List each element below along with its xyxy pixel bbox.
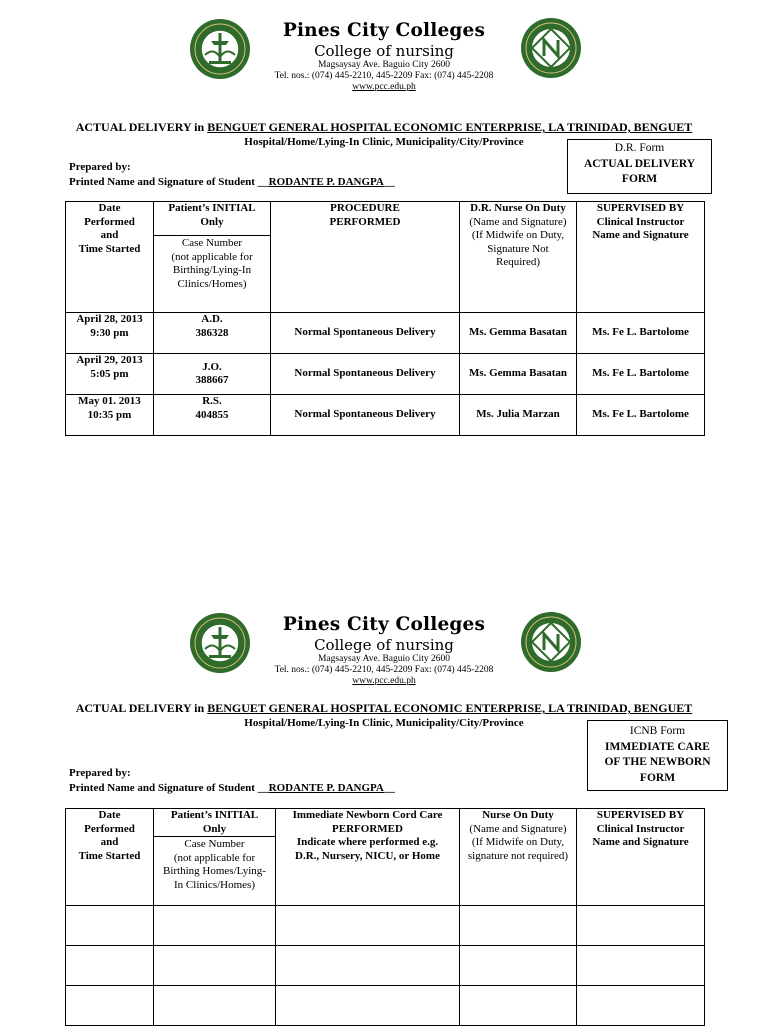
delivery-location-line: ACTUAL DELIVERY in BENGUET GENERAL HOSPITAL ECONOMIC ENTERPRISE, LA TRINIDAD, BENGUET (75, 701, 693, 715)
student-name-line: Printed Name and Signature of Student __RODANTE P. DANGPA__ (69, 782, 395, 794)
col-nurse-header: D.R. Nurse On Duty (Name and Signature) (If Midwife on Duty, Signature Not Required) (460, 202, 577, 313)
table-header-row (66, 202, 705, 313)
table-row: April 28, 2013 9:30 pm A.D. 386328 Normal Spontaneous Delivery Ms. Gemma Basatan Ms. Fe L. Bartolome (66, 313, 705, 354)
empty-cell[interactable] (460, 906, 577, 946)
student-name: RODANTE P. DANGPA (268, 782, 384, 794)
empty-cell[interactable] (276, 946, 460, 986)
col-nurse-header: Nurse On Duty (Name and Signature) (If Midwife on Duty, signature not required) (460, 809, 577, 906)
hospital-name: BENGUET GENERAL HOSPITAL ECONOMIC ENTERPRISE, LA TRINIDAD, BENGUET (207, 120, 693, 134)
school-telephone: Tel. nos.: (074) 445-2210, 445-2209 Fax: (074) 445-2208 (274, 665, 494, 675)
empty-cell[interactable] (460, 946, 577, 986)
empty-cell[interactable] (66, 986, 154, 1026)
empty-cell[interactable] (577, 986, 705, 1026)
college-name: College of nursing (314, 42, 454, 60)
col-procedure-header: PROCEDURE PERFORMED (271, 202, 460, 313)
col-patient-header: Patient’s INITIAL Only Case Number (not applicable for Birthing Homes/Lying- In Clinics/Homes) (154, 809, 276, 906)
empty-cell[interactable] (577, 906, 705, 946)
college-name: College of nursing (314, 636, 454, 654)
school-name: Pines City Colleges (282, 614, 486, 635)
table-row (66, 906, 705, 946)
table-row: May 01. 2013 10:35 pm R.S. 404855 Normal Spontaneous Delivery Ms. Julia Marzan Ms. Fe L. Bartolome (66, 395, 705, 436)
school-website[interactable]: www.pcc.edu.ph (352, 82, 416, 92)
table-row (66, 946, 705, 986)
table-row (66, 986, 705, 1026)
empty-cell[interactable] (460, 986, 577, 1026)
col-supervised-header: SUPERVISED BY Clinical Instructor Name and Signature (577, 202, 705, 313)
empty-cell[interactable] (154, 906, 276, 946)
student-name: RODANTE P. DANGPA (268, 176, 384, 188)
prepared-by-label: Prepared by: (69, 767, 131, 779)
school-website[interactable]: www.pcc.edu.ph (352, 676, 416, 686)
case-number-header: Case Number (not applicable for Birthing/Lying-In Clinics/Homes) (154, 235, 270, 291)
col-date-header: Date Performed and Time Started (66, 202, 154, 313)
newborn-care-table (65, 808, 705, 1026)
school-address: Magsaysay Ave. Baguio City 2600 (317, 654, 451, 664)
empty-cell[interactable] (66, 946, 154, 986)
empty-cell[interactable] (66, 906, 154, 946)
table-header-row (66, 809, 705, 906)
prepared-by-label: Prepared by: (69, 161, 131, 173)
delivery-location-line: ACTUAL DELIVERY in BENGUET GENERAL HOSPITAL ECONOMIC ENTERPRISE, LA TRINIDAD, BENGUET (75, 120, 693, 134)
school-telephone: Tel. nos.: (074) 445-2210, 445-2209 Fax: (074) 445-2208 (274, 71, 494, 81)
case-number-header: Case Number (not applicable for Birthing Homes/Lying- In Clinics/Homes) (154, 836, 275, 892)
col-date-header: Date Performed and Time Started (66, 809, 154, 906)
hospital-caption: Hospital/Home/Lying-In Clinic, Municipality/City/Province (244, 136, 524, 148)
form-type-box: D.R. Form ACTUAL DELIVERY FORM (567, 139, 712, 194)
school-name: Pines City Colleges (282, 20, 486, 41)
empty-cell[interactable] (154, 946, 276, 986)
empty-cell[interactable] (276, 986, 460, 1026)
delivery-table (65, 201, 705, 436)
student-name-line: Printed Name and Signature of Student __RODANTE P. DANGPA__ (69, 176, 395, 188)
hospital-name: BENGUET GENERAL HOSPITAL ECONOMIC ENTERPRISE, LA TRINIDAD, BENGUET (207, 701, 693, 715)
form-type-box: ICNB Form IMMEDIATE CARE OF THE NEWBORN FORM (587, 720, 728, 791)
col-care-header: Immediate Newborn Cord Care PERFORMED Indicate where performed e.g. D.R., Nursery, NICU, or Home (276, 809, 460, 906)
empty-cell[interactable] (276, 906, 460, 946)
empty-cell[interactable] (154, 986, 276, 1026)
empty-cell[interactable] (577, 946, 705, 986)
table-row: April 29, 2013 5:05 pm J.O. 388667 Normal Spontaneous Delivery Ms. Gemma Basatan Ms. Fe L. Bartolome (66, 354, 705, 395)
school-address: Magsaysay Ave. Baguio City 2600 (317, 60, 451, 70)
col-patient-header: Patient’s INITIAL Only Case Number (not applicable for Birthing/Lying-In Clinics/Homes) (154, 202, 271, 313)
hospital-caption: Hospital/Home/Lying-In Clinic, Municipality/City/Province (244, 717, 524, 729)
col-supervised-header: SUPERVISED BY Clinical Instructor Name and Signature (577, 809, 705, 906)
